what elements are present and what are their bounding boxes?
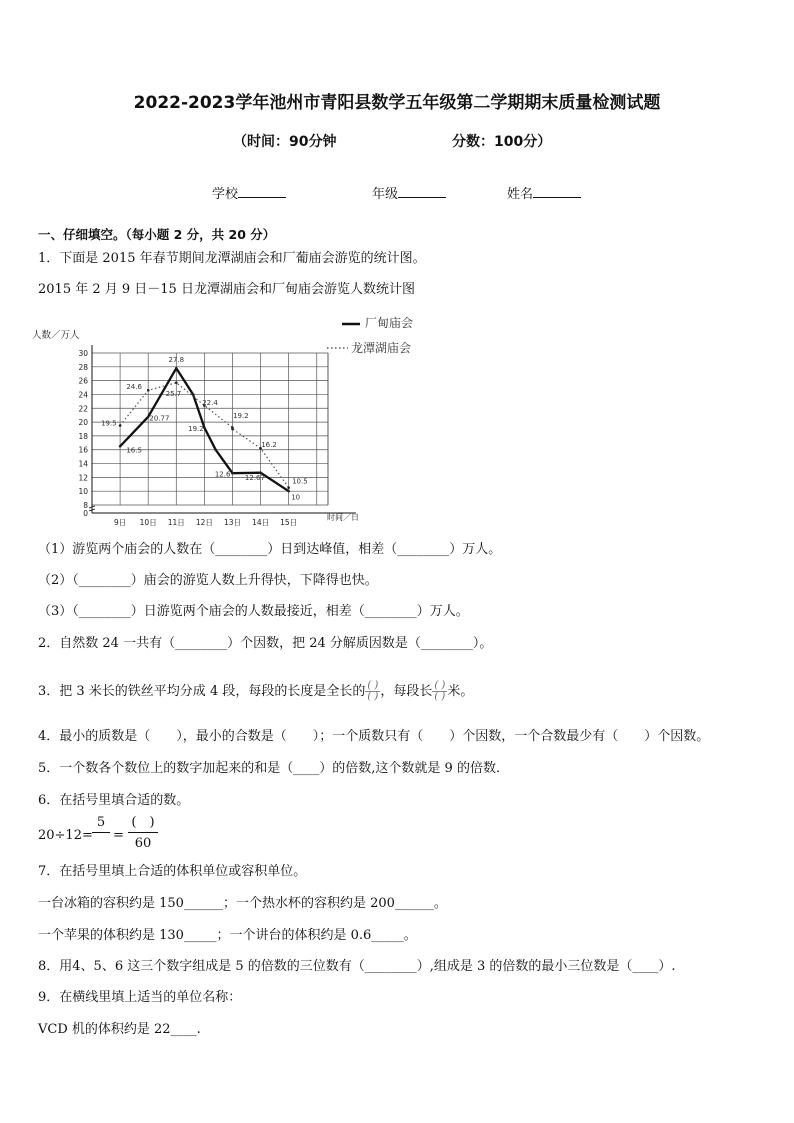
question-1-part-1: （1）游览两个庙会的人数在（________）日到达峰值，相差（________）万人。 <box>38 542 502 557</box>
series-point <box>231 472 234 475</box>
question-7-line-2: 一个苹果的体积约是 130_____；一个讲台的体积约是 0.6_____。 <box>38 928 417 943</box>
data-label: 27.8 <box>168 355 185 364</box>
fraction-1: 5 <box>92 815 110 833</box>
series-point <box>192 393 195 396</box>
school-label: 学校 <box>212 187 239 202</box>
name-label: 姓名 <box>507 187 534 202</box>
question-1-part-3: （3）（________）日游览两个庙会的人数最接近，相差（________）万人。 <box>38 604 469 619</box>
x-tick-label: 15日 <box>280 518 298 527</box>
equals-sign: = <box>113 828 124 843</box>
data-label: 16.5 <box>126 446 142 455</box>
grade-field <box>372 183 446 202</box>
series-point <box>147 389 150 392</box>
data-label: 25.7 <box>165 389 182 398</box>
series-point <box>119 424 122 427</box>
question-6: 6．在括号里填合适的数。 <box>38 793 190 808</box>
series-point <box>231 428 234 431</box>
data-label: 10.5 <box>292 477 308 486</box>
question-1-part-2: （2）（________）庙会的游览人数上升得快，下降得也快。 <box>38 573 378 588</box>
grade-blank <box>398 185 446 198</box>
y-tick-label: 18 <box>78 431 88 441</box>
question-1: 1．下面是 2015 年春节期间龙潭湖庙会和厂葡庙会游览的统计图。 <box>38 251 426 266</box>
school-blank <box>238 185 286 198</box>
question-4: 4．最小的质数是（ ），最小的合数是（ ）；一个质数只有（ ）个因数，一个合数最少有（ ）个因数。 <box>38 729 710 744</box>
series-point <box>175 381 178 384</box>
x-tick-label: 10日 <box>139 518 157 527</box>
question-3-text-a: 3．把 3 米长的铁丝平均分成 4 段，每段的长度是全长的 <box>38 684 366 699</box>
y-tick-label: 24 <box>78 390 88 400</box>
y-tick-label: 30 <box>78 349 88 358</box>
grade-label: 年级 <box>372 187 399 202</box>
y-tick-label: 14 <box>78 459 88 469</box>
chart-ticks <box>78 349 297 527</box>
y-axis-label: 人数／万人 <box>32 330 80 341</box>
question-3-text-b: ，每段长 <box>380 684 433 699</box>
section-heading: 一、仔细填空。（每小题 2 分，共 20 分） <box>38 227 276 242</box>
data-label: 19.2 <box>188 425 204 434</box>
x-tick-label: 13日 <box>223 518 241 527</box>
question-5: 5．一个数各个数位上的数字加起来的和是（____）的倍数,这个数就是 9 的倍数． <box>38 761 509 776</box>
page-title: 2022-2023学年池州市青阳县数学五年级第二学期期末质量检测试题 <box>133 93 661 113</box>
data-label: 22.4 <box>202 398 218 407</box>
question-2: 2．自然数 24 一共有（________）个因数，把 24 分解质因数是（________）。 <box>38 636 493 651</box>
y-tick-label: 0 <box>83 509 88 518</box>
equation-lhs: 20÷12= <box>38 828 93 843</box>
data-label: 12.67 <box>244 474 265 483</box>
data-label: 24.6 <box>126 382 142 391</box>
question-9: 9．在横线里填上适当的单位名称： <box>38 990 242 1005</box>
data-label: 19.5 <box>101 419 117 428</box>
x-tick-label: 12日 <box>195 518 213 527</box>
question-3-text-c: 米。 <box>447 684 474 699</box>
data-label: 12.6 <box>214 470 231 479</box>
legend-solid-label: 厂甸庙会 <box>365 316 414 330</box>
line-chart <box>30 305 430 533</box>
fraction-2: ( ) 60 <box>128 815 158 853</box>
question-9-line-1: VCD 机的体积约是 22____. <box>38 1022 201 1037</box>
series-point <box>287 490 290 493</box>
series-point <box>287 486 290 489</box>
y-tick-label: 28 <box>78 362 88 372</box>
legend-dotted-label: 龙潭湖庙会 <box>351 341 412 355</box>
exam-score: 分数：100分） <box>452 134 552 150</box>
chart-caption: 2015 年 2 月 9 日－15 日龙潭湖庙会和厂甸庙会游览人数统计图 <box>38 282 415 297</box>
x-tick-label: 14日 <box>252 518 270 527</box>
x-axis-label: 时间／日 <box>327 513 359 522</box>
y-tick-label: 20 <box>78 418 88 428</box>
chart-axes <box>89 345 356 513</box>
exam-time: （时间：90分钟 <box>233 134 337 150</box>
y-tick-label: 26 <box>78 376 88 386</box>
data-label: 20.77 <box>149 414 170 423</box>
question-8: 8．用4、5、6 这三个数字组成是 5 的倍数的三位数有（________）,组成是 3 的倍数的最小三位数是（____）. <box>38 959 676 974</box>
x-tick-label: 9日 <box>113 518 127 527</box>
y-tick-label: 22 <box>78 404 88 414</box>
x-tick-label: 11日 <box>167 518 185 527</box>
fraction-blank-1: $\frac{( )}{( )}$ <box>367 680 379 702</box>
data-label: 19.2 <box>233 411 249 420</box>
fraction-blank-2: $\frac{( )}{( )}$ <box>434 680 446 702</box>
series-point <box>214 448 217 451</box>
question-7: 7．在括号里填上合适的体积单位或容积单位。 <box>38 864 307 879</box>
data-label: 10 <box>291 493 301 502</box>
y-tick-label: 8 <box>83 501 88 510</box>
y-tick-label: 10 <box>78 487 88 497</box>
school-field <box>212 183 286 202</box>
name-blank <box>533 185 581 198</box>
data-label: 16.2 <box>261 440 277 449</box>
name-field <box>507 183 581 202</box>
series-point <box>175 367 178 370</box>
series-point <box>119 445 122 448</box>
question-3 <box>38 681 473 702</box>
y-tick-label: 12 <box>78 473 88 483</box>
question-7-line-1: 一台冰箱的容积约是 150______；一个热水杯的容积约是 200______。 <box>38 896 447 911</box>
y-tick-label: 16 <box>78 445 88 455</box>
